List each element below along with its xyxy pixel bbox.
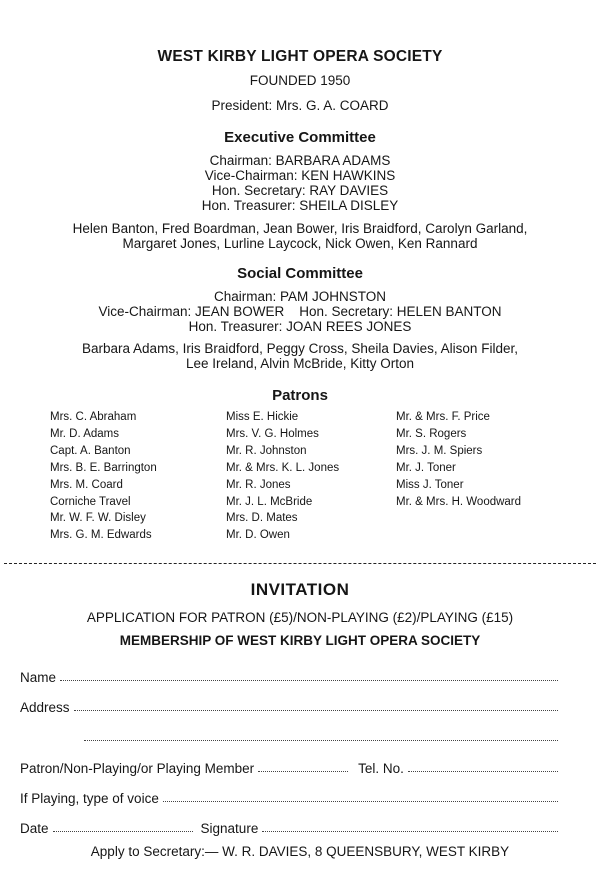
patrons-column-1: [50, 409, 157, 544]
social-members-line: Barbara Adams, Iris Braidford, Peggy Cross, Sheila Davies, Alison Filder,: [82, 341, 518, 356]
patron-name: Miss E. Hickie: [226, 411, 299, 423]
patron-name: Mrs. D. Mates: [226, 512, 298, 525]
executive-members-line: Helen Banton, Fred Boardman, Jean Bower, Iris Braidford, Carolyn Garland,: [72, 221, 528, 236]
patrons-column-2: [226, 409, 339, 544]
executive-chairman: Chairman: BARBARA ADAMS: [209, 153, 391, 168]
patron-name: Mr. R. Johnston: [226, 444, 307, 457]
name-field[interactable]: [20, 667, 560, 685]
patron-name: Mr. S. Rogers: [396, 427, 467, 440]
patron-name: Mr. & Mrs. F. Price: [396, 411, 490, 423]
social-members-line: Lee Ireland, Alvin McBride, Kitty Orton: [185, 356, 415, 371]
address-dotted-line-2[interactable]: [84, 739, 558, 741]
voice-field[interactable]: [20, 788, 560, 806]
society-title: WEST KIRBY LIGHT OPERA SOCIETY: [157, 48, 443, 65]
membership-type-field[interactable]: [20, 758, 560, 776]
invitation-heading: INVITATION: [250, 580, 350, 599]
executive-secretary: Hon. Secretary: RAY DAVIES: [211, 183, 389, 198]
patron-name: Mr. D. Adams: [50, 427, 120, 440]
patron-name: Mr. R. Jones: [226, 478, 291, 491]
tear-off-dashed-line: [4, 563, 596, 564]
patron-name: Mr. D. Owen: [226, 529, 290, 542]
social-vice-chairman-secretary: Vice-Chairman: JEAN BOWER Hon. Secretary: HELEN BANTON: [98, 304, 502, 319]
executive-vice-chairman: Vice-Chairman: KEN HAWKINS: [204, 168, 396, 183]
address-dotted-line[interactable]: [74, 709, 558, 711]
patron-name: Mr. & Mrs. K. L. Jones: [226, 461, 340, 474]
name-label: Name: [20, 670, 57, 685]
patron-name: Mrs. V. G. Holmes: [226, 427, 319, 440]
patron-name: Mrs. M. Coard: [50, 478, 123, 491]
social-committee-heading: Social Committee: [237, 265, 363, 282]
executive-committee-heading: Executive Committee: [224, 129, 376, 146]
patron-name: Mr. J. Toner: [396, 461, 456, 474]
patrons-column-3: [396, 409, 521, 510]
membership-line: MEMBERSHIP OF WEST KIRBY LIGHT OPERA SOCIETY: [119, 633, 481, 648]
founded-year: FOUNDED 1950: [249, 73, 351, 88]
patron-name: Miss J. Toner: [396, 478, 464, 491]
patron-name: Mrs. G. M. Edwards: [50, 529, 152, 542]
address-field[interactable]: [20, 697, 560, 715]
signature-label: Signature: [200, 821, 259, 836]
voice-label: If Playing, type of voice: [20, 791, 159, 806]
social-chairman: Chairman: PAM JOHNSTON: [213, 289, 387, 304]
application-line: APPLICATION FOR PATRON (£5)/NON-PLAYING (£2)/PLAYING (£15): [86, 610, 514, 625]
patron-name: Corniche Travel: [50, 495, 131, 508]
date-dotted-line[interactable]: [53, 830, 193, 832]
membership-type-dotted-line[interactable]: [258, 770, 348, 772]
patron-name: Mrs. J. M. Spiers: [396, 444, 483, 457]
patron-name: Mr. J. L. McBride: [226, 495, 313, 508]
tel-dotted-line[interactable]: [408, 770, 558, 772]
membership-type-label: Patron/Non-Playing/or Playing Member: [20, 761, 255, 776]
patron-name: Mr. & Mrs. H. Woodward: [396, 495, 522, 508]
address-label: Address: [20, 700, 70, 715]
patron-name: Mrs. B. E. Barrington: [50, 461, 157, 474]
patrons-heading: Patrons: [272, 387, 328, 404]
social-treasurer: Hon. Treasurer: JOAN REES JONES: [188, 319, 412, 334]
executive-treasurer: Hon. Treasurer: SHEILA DISLEY: [201, 198, 399, 213]
signature-dotted-line[interactable]: [262, 830, 558, 832]
date-label: Date: [20, 821, 49, 836]
executive-members-line: Margaret Jones, Lurline Laycock, Nick Owen, Ken Rannard: [122, 236, 478, 251]
date-signature-field[interactable]: [20, 818, 560, 836]
tel-label: Tel. No.: [358, 761, 404, 776]
address-field-second-line[interactable]: [80, 727, 560, 745]
apply-to-secretary-line: Apply to Secretary:— W. R. DAVIES, 8 QUEENSBURY, WEST KIRBY: [90, 844, 510, 859]
patron-name: Mrs. C. Abraham: [50, 411, 137, 423]
patron-name: Capt. A. Banton: [50, 444, 131, 457]
president-line: President: Mrs. G. A. COARD: [211, 98, 389, 113]
patron-name: Mr. W. F. W. Disley: [50, 512, 146, 525]
name-dotted-line[interactable]: [60, 679, 558, 681]
voice-dotted-line[interactable]: [163, 800, 558, 802]
